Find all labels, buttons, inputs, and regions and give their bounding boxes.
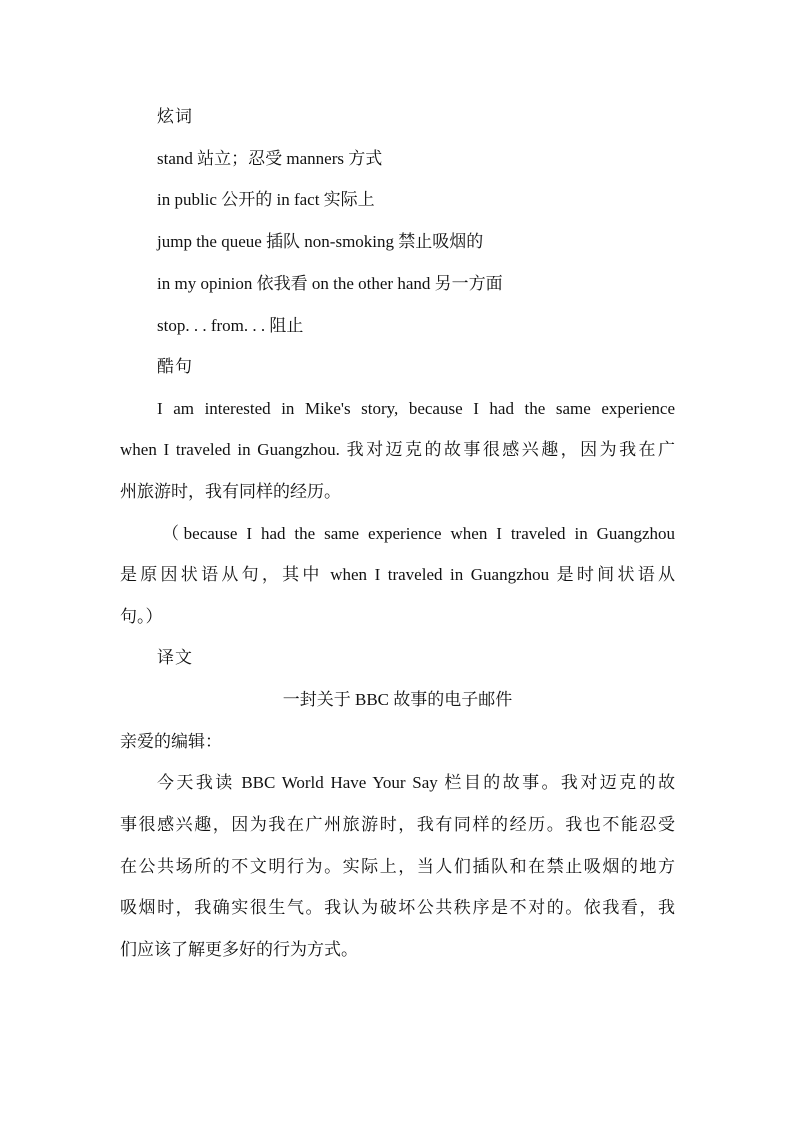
vocab-heading: 炫词: [157, 107, 193, 126]
vocab-item: jump the queue 插队 non-smoking 禁止吸烟的: [157, 232, 484, 251]
example-sentence-line: when I traveled in Guangzhou. 我对迈克的故事很感兴趣，因为我在广: [120, 440, 675, 459]
letter-body-line: 事很感兴趣，因为我在广州旅游时，我有同样的经历。我也不能忍受: [120, 815, 675, 834]
grammar-note-line: （because I had the same experience when I traveled in Guangzhou: [162, 524, 675, 543]
example-sentence-line: 州旅游时，我有同样的经历。: [120, 482, 341, 501]
letter-body-line: 们应该了解更多好的行为方式。: [120, 940, 358, 959]
vocab-item: stand 站立；忍受 manners 方式: [157, 149, 383, 168]
letter-body-line: 吸烟时，我确实很生气。我认为破坏公共秩序是不对的。依我看，我: [120, 898, 675, 917]
letter-salutation: 亲爱的编辑：: [120, 732, 222, 751]
grammar-note-line: 句。）: [120, 607, 163, 626]
translation-heading: 译文: [157, 648, 193, 667]
vocab-item: in public 公开的 in fact 实际上: [157, 190, 375, 209]
grammar-note-line: 是原因状语从句，其中 when I traveled in Guangzhou 是时间状语从: [120, 565, 675, 584]
vocab-item: in my opinion 依我看 on the other hand 另一方面: [157, 274, 503, 293]
translation-title: 一封关于 BBC 故事的电子邮件: [282, 690, 513, 709]
letter-body-line: 在公共场所的不文明行为。实际上，当人们插队和在禁止吸烟的地方: [120, 857, 675, 876]
example-sentence-line: I am interested in Mike's story, because I had the same experience: [157, 399, 675, 418]
sentence-heading: 酷句: [157, 357, 193, 376]
letter-body-line: 今天我读 BBC World Have Your Say 栏目的故事。我对迈克的故: [157, 773, 675, 792]
vocab-item: stop. . . from. . . 阻止: [157, 316, 304, 335]
